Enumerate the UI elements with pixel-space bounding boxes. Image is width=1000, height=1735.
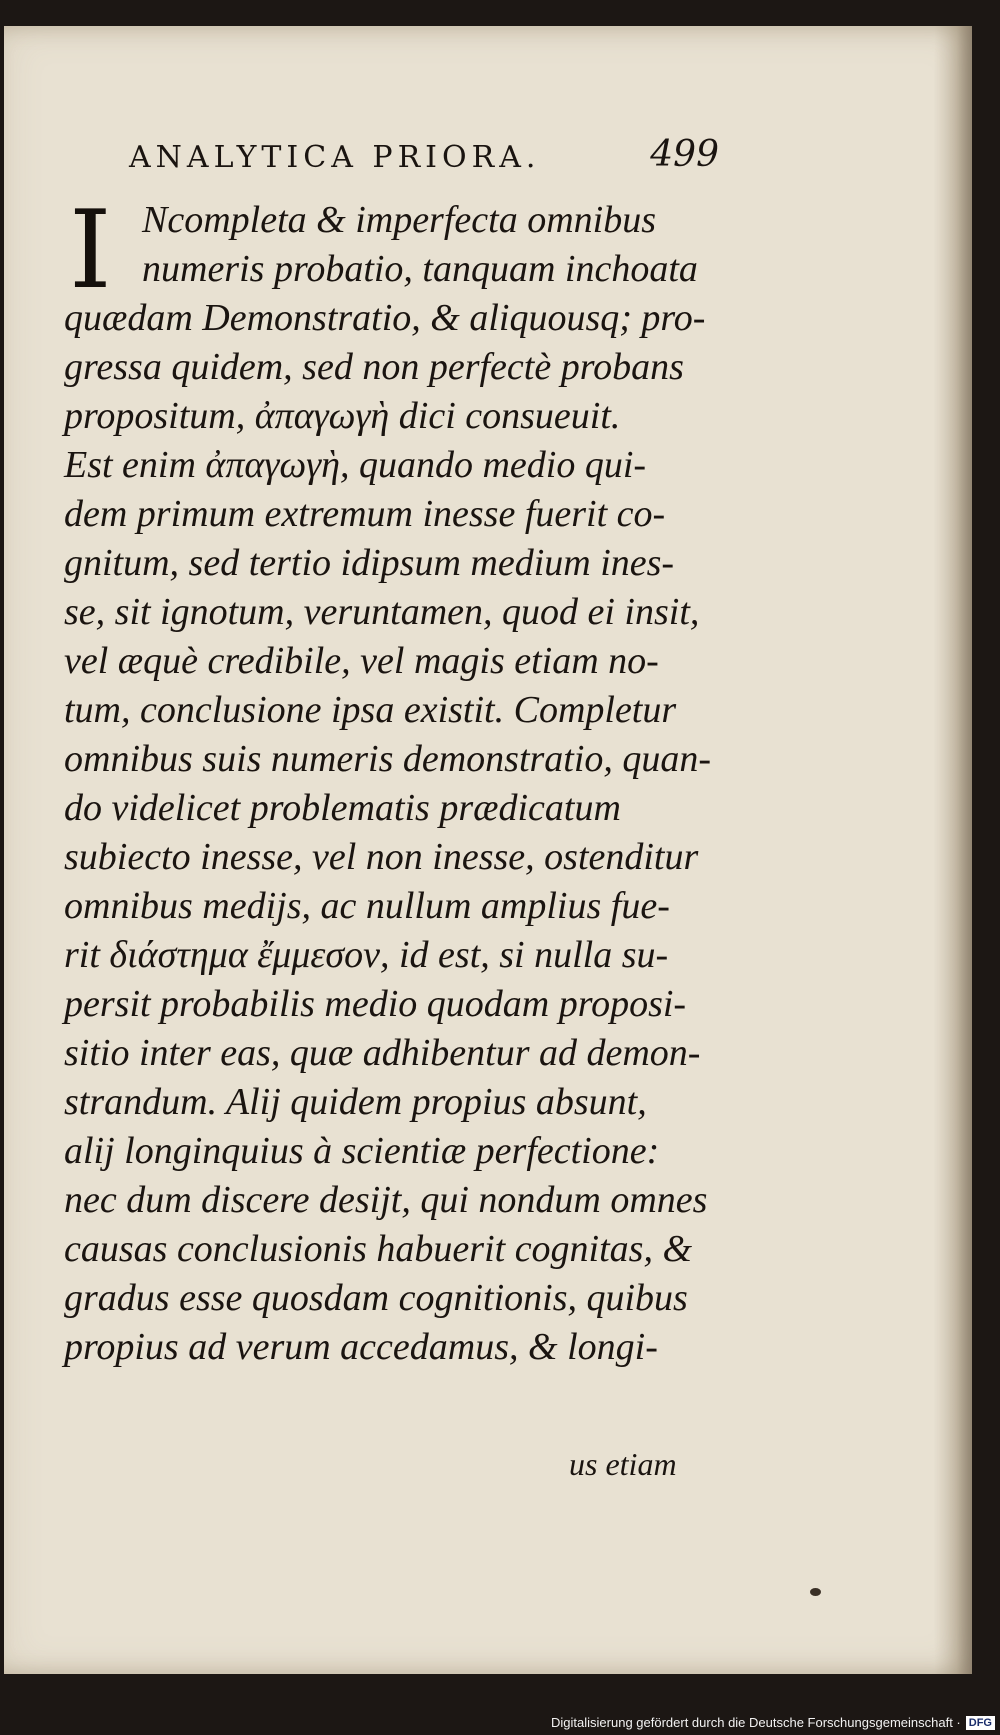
ink-speck <box>810 1588 821 1596</box>
text-line: do videlicet problematis prædicatum <box>64 787 621 829</box>
page-number: 499 <box>650 134 719 175</box>
text-line: vel æquè credibile, vel magis etiam no- <box>64 640 659 682</box>
text-line: nec dum discere desijt, qui nondum omnes <box>64 1179 708 1221</box>
catchword: us etiam <box>569 1446 677 1482</box>
text-line: gnitum, sed tertio idipsum medium ines- <box>64 542 675 584</box>
credit-text: Digitalisierung gefördert durch die Deutsche Forschungsgemeinschaft <box>551 1715 953 1730</box>
dfg-logo: DFG <box>966 1716 995 1730</box>
page-gutter-shadow <box>934 26 972 1674</box>
text-line: omnibus medijs, ac nullum amplius fue- <box>64 885 670 927</box>
text-line: subiecto inesse, vel non inesse, ostenditur <box>64 836 699 878</box>
text-line: alij longinquius à scientiæ perfectione: <box>64 1130 660 1172</box>
text-line: sitio inter eas, quæ adhibentur ad demon- <box>64 1032 701 1074</box>
text-line: quædam Demonstratio, & aliquousq; pro- <box>64 297 706 339</box>
text-line: gradus esse quosdam cognitionis, quibus <box>64 1277 688 1319</box>
text-line: Ncompleta & imperfecta omnibus <box>142 199 656 241</box>
running-head-title: ANALYTICA PRIORA. <box>129 140 541 175</box>
book-page <box>4 26 972 1674</box>
text-line: gressa quidem, sed non perfectè probans <box>64 346 684 388</box>
running-head <box>129 132 719 184</box>
digitization-credit: Digitalisierung gefördert durch die Deutsche Forschungsgemeinschaft · DFG <box>480 1714 995 1732</box>
text-line: propositum, ἀπαγωγὴ dici consueuit. <box>64 395 621 437</box>
text-line: tum, conclusione ipsa existit. Completur <box>64 689 677 731</box>
text-line: numeris probatio, tanquam inchoata <box>142 248 698 290</box>
text-line: propius ad verum accedamus, & longi- <box>64 1326 658 1368</box>
text-line: strandum. Alij quidem propius absunt, <box>64 1081 647 1123</box>
text-line: causas conclusionis habuerit cognitas, & <box>64 1228 693 1270</box>
text-line: omnibus suis numeris demonstratio, quan- <box>64 738 712 780</box>
text-line: Est enim ἀπαγωγὴ, quando medio qui- <box>64 444 647 486</box>
text-line: rit διάστημα ἔμμεσον, id est, si nulla su- <box>64 934 669 976</box>
text-line: persit probabilis medio quodam proposi- <box>64 983 687 1025</box>
drop-cap-initial: I <box>69 188 112 313</box>
text-line: se, sit ignotum, veruntamen, quod ei insit, <box>64 591 700 633</box>
text-line: dem primum extremum inesse fuerit co- <box>64 493 666 535</box>
